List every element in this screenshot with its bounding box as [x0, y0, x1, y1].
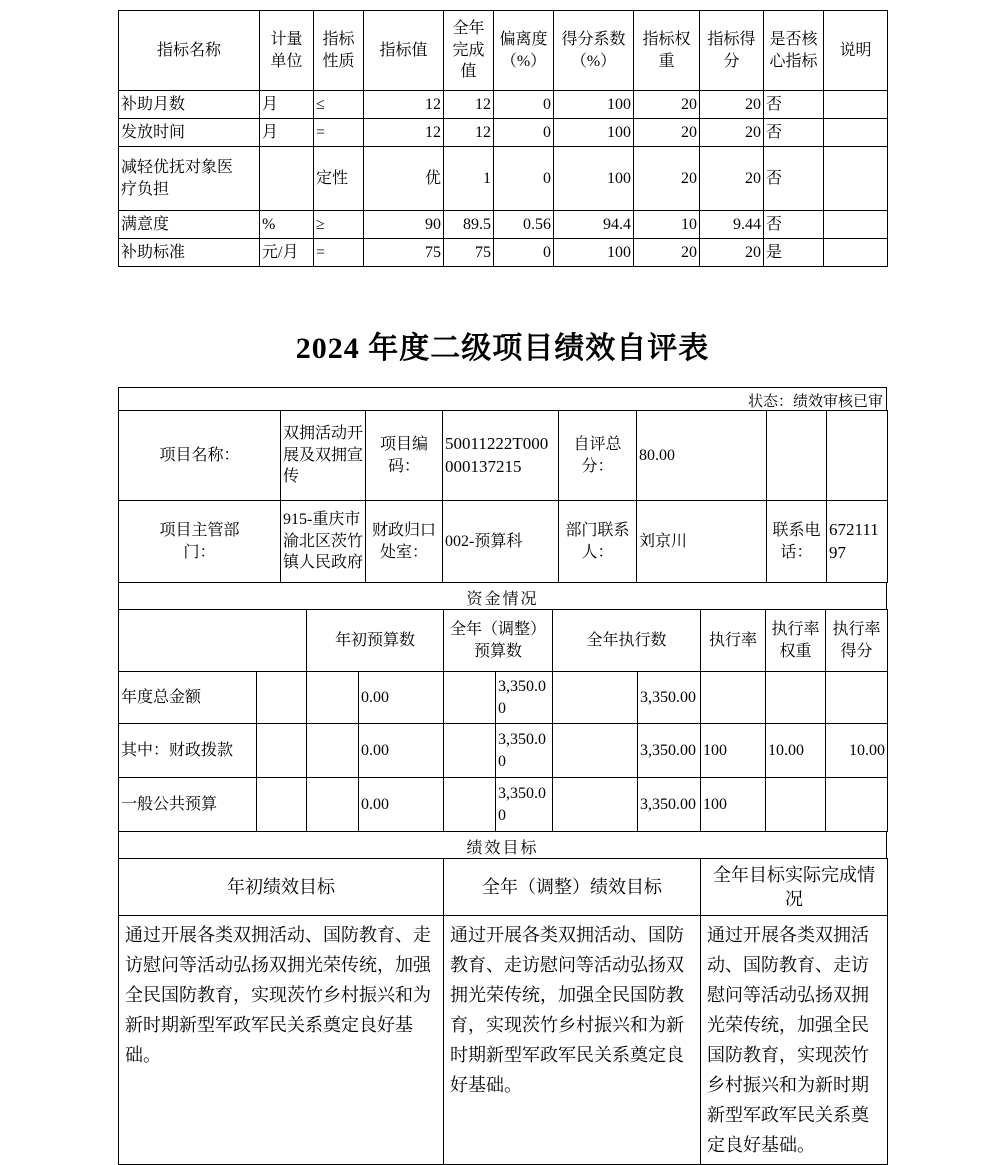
indicator-coef: 100	[554, 147, 634, 211]
dept-value: 915-重庆市渝北区茨竹镇人民政府	[281, 501, 366, 583]
indicator-core: 否	[764, 91, 824, 119]
indicator-target: 75	[364, 239, 444, 267]
indicator-note	[824, 147, 888, 211]
project-info-row	[119, 501, 888, 583]
goals-header-row	[119, 859, 888, 916]
indicator-name: 减轻优抚对象医疗负担	[119, 147, 260, 211]
indicator-deviation: 0	[494, 147, 554, 211]
indicator-name: 补助标准	[119, 239, 260, 267]
indicator-deviation: 0	[494, 239, 554, 267]
funding-row-label: 其中：财政拨款	[119, 724, 257, 778]
indicator-target: 90	[364, 211, 444, 239]
header-unit: 计量单位	[260, 11, 314, 91]
empty-cell	[444, 724, 496, 778]
funding-header-row	[119, 610, 888, 672]
phone-value: 67211197	[827, 501, 888, 583]
indicator-weight: 20	[634, 91, 700, 119]
page-title: 2024 年度二级项目绩效自评表	[295, 332, 710, 365]
indicator-header-row	[119, 11, 888, 91]
indicator-coef: 100	[554, 91, 634, 119]
empty-cell	[553, 724, 638, 778]
empty-cell	[307, 778, 359, 832]
header-adjusted-budget: 全年（调整）预算数	[444, 610, 553, 672]
empty-cell	[257, 778, 307, 832]
indicator-name: 发放时间	[119, 119, 260, 147]
rate-weight-value: 10.00	[766, 724, 826, 778]
execution-rate-value	[701, 672, 766, 724]
indicator-coef: 100	[554, 119, 634, 147]
empty-cell	[553, 672, 638, 724]
header-actual-completion: 全年目标实际完成情况	[701, 859, 888, 916]
header-rate-weight: 执行率权重	[766, 610, 826, 672]
funding-row	[119, 724, 888, 778]
rate-score-value	[826, 672, 888, 724]
empty-cell	[827, 411, 888, 501]
header-initial-budget: 年初预算数	[307, 610, 444, 672]
indicator-score: 20	[700, 147, 764, 211]
dept-label: 项目主管部门：	[119, 501, 281, 583]
indicator-target: 优	[364, 147, 444, 211]
empty-cell	[307, 724, 359, 778]
funding-row	[119, 778, 888, 832]
header-nature: 指标性质	[314, 11, 364, 91]
contact-label: 部门联系人：	[559, 501, 637, 583]
adjusted-budget-value: 3,350.00	[496, 724, 553, 778]
indicator-note	[824, 91, 888, 119]
rate-weight-value	[766, 778, 826, 832]
header-indicator-name: 指标名称	[119, 11, 260, 91]
indicator-score: 20	[700, 91, 764, 119]
finance-office-label: 财政归口处室：	[366, 501, 443, 583]
indicator-core: 否	[764, 147, 824, 211]
indicator-note	[824, 119, 888, 147]
indicator-row	[119, 91, 888, 119]
empty-header-cell	[119, 610, 307, 672]
phone-label: 联系电话：	[767, 501, 827, 583]
indicator-coef: 94.4	[554, 211, 634, 239]
goals-table	[118, 858, 888, 1165]
indicator-name: 满意度	[119, 211, 260, 239]
indicator-core: 否	[764, 211, 824, 239]
indicator-unit: 月	[260, 91, 314, 119]
header-score: 指标得分	[700, 11, 764, 91]
execution-rate-value: 100	[701, 724, 766, 778]
indicator-note	[824, 239, 888, 267]
empty-cell	[257, 672, 307, 724]
indicator-unit: %	[260, 211, 314, 239]
initial-goal-text: 通过开展各类双拥活动、国防教育、走访慰问等活动弘扬双拥光荣传统，加强全民国防教育，实现茨竹乡村振兴和为新时期新型军政军民关系奠定良好基础。	[119, 916, 444, 1165]
executed-value: 3,350.00	[638, 778, 701, 832]
empty-cell	[307, 672, 359, 724]
indicator-completed: 89.5	[444, 211, 494, 239]
indicator-nature: 定性	[314, 147, 364, 211]
project-name-label: 项目名称：	[119, 411, 281, 501]
project-info-table	[118, 410, 888, 583]
empty-cell	[767, 411, 827, 501]
indicator-nature: =	[314, 119, 364, 147]
header-target-value: 指标值	[364, 11, 444, 91]
indicator-completed: 1	[444, 147, 494, 211]
project-info-row	[119, 411, 888, 501]
header-weight: 指标权重	[634, 11, 700, 91]
funding-section-title: 资金情况	[118, 583, 887, 609]
funding-table	[118, 609, 888, 832]
indicator-deviation: 0	[494, 91, 554, 119]
header-is-core: 是否核心指标	[764, 11, 824, 91]
contact-value: 刘京川	[637, 501, 767, 583]
indicator-score: 20	[700, 119, 764, 147]
finance-office-value: 002-预算科	[443, 501, 559, 583]
actual-completion-text: 通过开展各类双拥活动、国防教育、走访慰问等活动弘扬双拥光荣传统，加强全民国防教育，实现茨竹乡村振兴和为新时期新型军政军民关系奠定良好基础。	[701, 916, 888, 1165]
indicator-nature: =	[314, 239, 364, 267]
indicator-deviation: 0.56	[494, 211, 554, 239]
indicator-completed: 12	[444, 91, 494, 119]
executed-value: 3,350.00	[638, 672, 701, 724]
header-note: 说明	[824, 11, 888, 91]
funding-row-label: 年度总金额	[119, 672, 257, 724]
header-adjusted-goal: 全年（调整）绩效目标	[444, 859, 701, 916]
indicator-nature: ≥	[314, 211, 364, 239]
indicator-coef: 100	[554, 239, 634, 267]
empty-cell	[444, 672, 496, 724]
rate-score-value: 10.00	[826, 724, 888, 778]
funding-row-label: 一般公共预算	[119, 778, 257, 832]
indicator-completed: 75	[444, 239, 494, 267]
header-rate-score: 执行率得分	[826, 610, 888, 672]
empty-cell	[553, 778, 638, 832]
initial-budget-value: 0.00	[359, 672, 444, 724]
execution-rate-value: 100	[701, 778, 766, 832]
self-score-label: 自评总分：	[559, 411, 637, 501]
empty-cell	[257, 724, 307, 778]
indicator-unit: 月	[260, 119, 314, 147]
indicator-nature: ≤	[314, 91, 364, 119]
adjusted-goal-text: 通过开展各类双拥活动、国防教育、走访慰问等活动弘扬双拥光荣传统，加强全民国防教育，实现茨竹乡村振兴和为新时期新型军政军民关系奠定良好基础。	[444, 916, 701, 1165]
project-name-value: 双拥活动开展及双拥宣传	[281, 411, 366, 501]
indicator-weight: 10	[634, 211, 700, 239]
header-executed: 全年执行数	[553, 610, 701, 672]
executed-value: 3,350.00	[638, 724, 701, 778]
rate-score-value	[826, 778, 888, 832]
indicator-score: 9.44	[700, 211, 764, 239]
indicator-target: 12	[364, 119, 444, 147]
indicator-unit: 元/月	[260, 239, 314, 267]
header-initial-goal: 年初绩效目标	[119, 859, 444, 916]
rate-weight-value	[766, 672, 826, 724]
indicator-row	[119, 239, 888, 267]
status-text: 状态：绩效审核已审	[118, 387, 887, 410]
indicator-weight: 20	[634, 147, 700, 211]
empty-cell	[444, 778, 496, 832]
adjusted-budget-value: 3,350.00	[496, 778, 553, 832]
initial-budget-value: 0.00	[359, 724, 444, 778]
self-evaluation-form	[118, 387, 887, 1165]
project-code-label: 项目编码：	[366, 411, 443, 501]
initial-budget-value: 0.00	[359, 778, 444, 832]
adjusted-budget-value: 3,350.00	[496, 672, 553, 724]
indicator-name: 补助月数	[119, 91, 260, 119]
goals-content-row	[119, 916, 888, 1165]
indicator-row	[119, 147, 888, 211]
header-deviation: 偏离度（%）	[494, 11, 554, 91]
funding-row	[119, 672, 888, 724]
indicator-row	[119, 211, 888, 239]
indicator-score: 20	[700, 239, 764, 267]
indicator-core: 是	[764, 239, 824, 267]
indicator-table	[118, 10, 888, 267]
indicator-unit	[260, 147, 314, 211]
header-completed-value: 全年完成值	[444, 11, 494, 91]
indicator-note	[824, 211, 888, 239]
header-execution-rate: 执行率	[701, 610, 766, 672]
indicator-target: 12	[364, 91, 444, 119]
indicator-completed: 12	[444, 119, 494, 147]
indicator-weight: 20	[634, 119, 700, 147]
header-score-coef: 得分系数（%）	[554, 11, 634, 91]
indicator-deviation: 0	[494, 119, 554, 147]
self-score-value: 80.00	[637, 411, 767, 501]
goals-section-title: 绩效目标	[118, 832, 887, 858]
indicator-row	[119, 119, 888, 147]
project-code-value: 50011222T000000137215	[443, 411, 559, 501]
indicator-core: 否	[764, 119, 824, 147]
indicator-weight: 20	[634, 239, 700, 267]
